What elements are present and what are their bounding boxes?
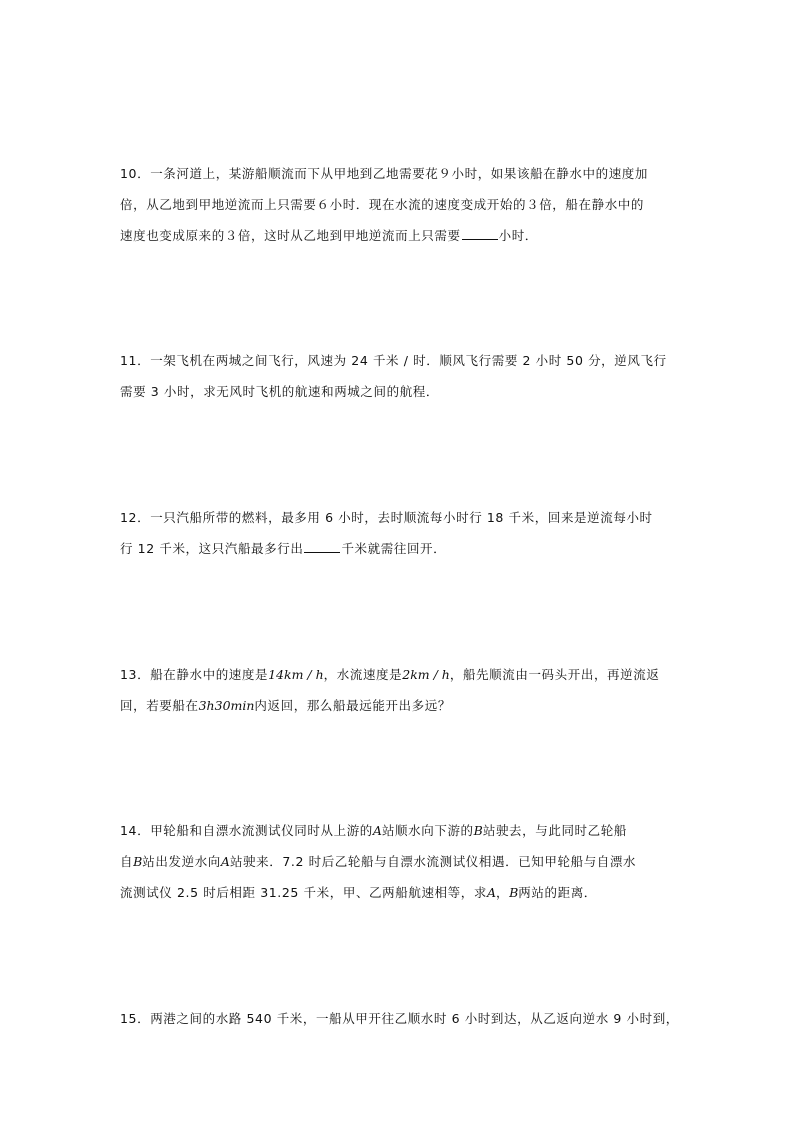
problem-13-text-c: ，船先顺流由一码头开出，再逆流返 (449, 667, 660, 682)
current-speed: 2km / h (402, 667, 450, 682)
problem-13-text-a: 13．船在静水中的速度是 (120, 667, 269, 682)
problem-10-line-3 (120, 220, 676, 251)
problem-10-line-2: 倍，从乙地到甲地逆流而上只需要６小时．现在水流的速度变成开始的３倍，船在静水中的 (120, 197, 645, 212)
problem-13 (120, 659, 676, 721)
problem-10 (120, 158, 676, 251)
problem-11-line-2: 需要 3 小时，求无风时飞机的航速和两城之间的航程． (120, 384, 440, 399)
station-b: B (509, 885, 519, 900)
problem-10-line-1: 10．一条河道上，某游船顺流而下从甲地到乙地需要花９小时，如果该船在静水中的速度加 (120, 166, 649, 181)
problem-14-text-d: 自 (120, 854, 134, 869)
problem-14-line-3 (120, 877, 676, 908)
problem-11-line-1: 11．一架飞机在两城之间飞行，风速为 24 千米 / 时．顺风飞行需要 2 小时 50 分，逆风飞行 (120, 353, 667, 368)
station-a: A (220, 854, 230, 869)
problem-13-text-d: 回，若要船在 (120, 698, 199, 713)
problem-14-text-b: 站顺水向下游的 (381, 823, 474, 838)
station-b: B (473, 823, 483, 838)
problem-15-line-1: 15．两港之间的水路 540 千米，一船从甲开往乙顺水时 6 小时到达，从乙返向逆水 9 小时到， (120, 1011, 679, 1026)
problem-14 (120, 815, 676, 908)
problem-12-line-1: 12．一只汽船所带的燃料，最多用 6 小时，去时顺流每小时行 18 千米，回来是逆流每小时 (120, 510, 653, 525)
problem-15 (120, 1003, 679, 1034)
problem-14-text-f: 站驶来．7.2 时后乙轮船与自漂水流测试仪相遇．已知甲轮船与自漂水 (229, 854, 637, 869)
problem-14-text-i: 两站的距离． (518, 885, 597, 900)
problem-13-text-b: ，水流速度是 (323, 667, 403, 682)
problem-10-line-3-text: 速度也变成原来的３倍，这时从乙地到甲地逆流而上只需要 (120, 228, 461, 243)
problem-10-line-3-tail: 小时． (498, 228, 538, 243)
station-b: B (133, 854, 143, 869)
problem-13-line-1 (120, 659, 676, 690)
station-a: A (486, 885, 496, 900)
problem-11 (120, 345, 676, 407)
problem-14-text-a: 14．甲轮船和自漂水流测试仪同时从上游的 (120, 823, 373, 838)
station-a: A (372, 823, 382, 838)
problem-14-text-c: 站驶去，与此同时乙轮船 (482, 823, 627, 838)
problem-14-line-2 (120, 846, 676, 877)
problem-14-line-1 (120, 815, 676, 846)
problem-14-text-h: ， (496, 885, 510, 900)
speed-still-water: 14km / h (268, 667, 324, 682)
problem-12 (120, 502, 676, 564)
problem-13-text-e: 内返回，那么船最远能开出多远？ (254, 698, 451, 713)
problem-14-text-e: 站出发逆水向 (142, 854, 221, 869)
problem-12-line-2 (120, 533, 676, 564)
answer-blank (462, 226, 498, 240)
time-limit: 3h30min (198, 698, 255, 713)
problem-12-line-2-text: 行 12 千米，这只汽船最多行出 (120, 541, 304, 556)
answer-blank (304, 539, 340, 553)
problem-14-text-g: 流测试仪 2.5 时后相距 31.25 千米，甲、乙两船航速相等，求 (120, 885, 487, 900)
problem-13-line-2 (120, 690, 676, 721)
problem-12-line-2-tail: 千米就需往回开． (341, 541, 447, 556)
